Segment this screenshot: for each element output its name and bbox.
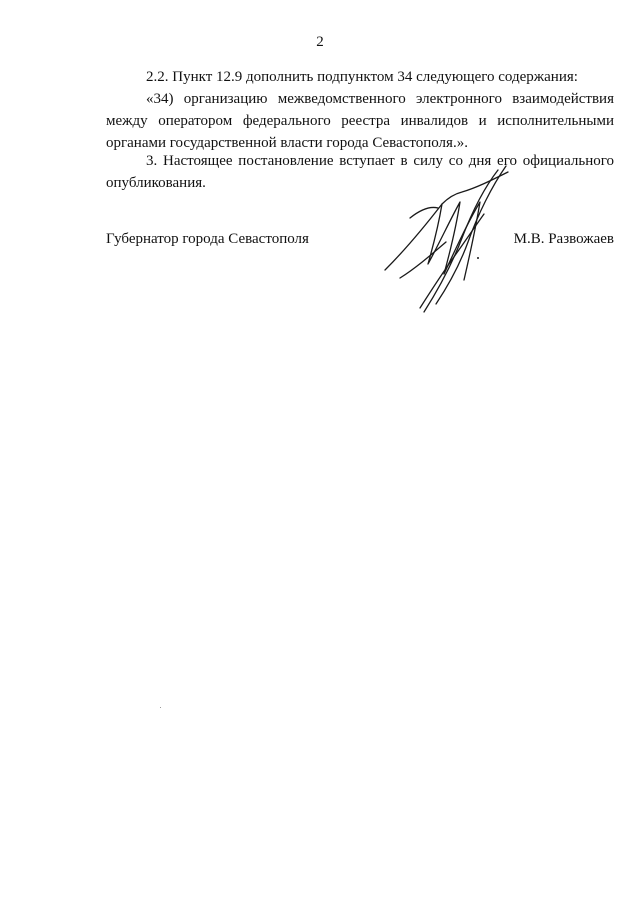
paragraph-3: 3. Настоящее постановление вступает в силу со дня его официального опубликования. — [106, 153, 614, 191]
page-number: 2 — [316, 34, 324, 50]
signatory-title: Губернатор города Севастополя — [106, 231, 309, 247]
signatory-name: М.В. Развожаев — [513, 231, 614, 247]
signature-block — [106, 228, 614, 250]
handwritten-signature — [380, 158, 530, 318]
paragraph-subpoint-34: «34) организацию межведомственного электронного взаимодействия между оператором федерального реестра инвалидов и исполнительными органами государственной власти города Севастополя.». — [106, 91, 614, 151]
paragraph-2-2: 2.2. Пункт 12.9 дополнить подпунктом 34 следующего содержания: — [146, 69, 578, 85]
scan-speck — [160, 707, 161, 708]
